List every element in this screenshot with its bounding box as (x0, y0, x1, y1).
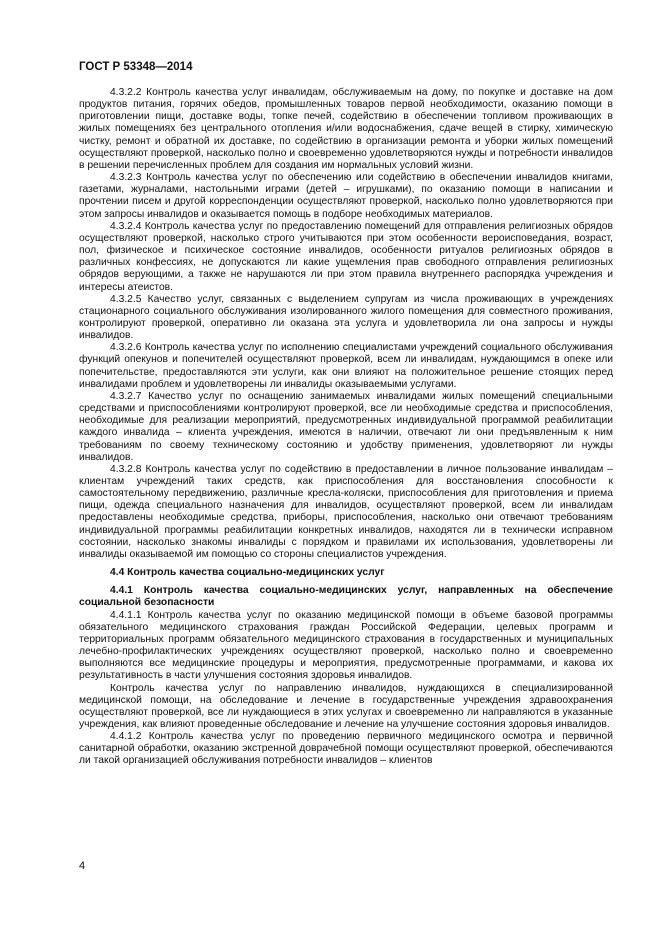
paragraph-4-3-2-2: 4.3.2.2 Контроль качества услуг инвалидам, обслуживаемым на дому, по покупке и доставке на дом продуктов питания, горячих обедов, промышленных товаров первой необходимости, оказанию помощи в приготовлении пищи, доставке воды, топке печей, содействию в обеспечении топливом проживающих в жилых помещениях без центрального отопления и/или водоснабжения, сдаче вещей в стирку, химическую чистку, ремонт и обратной их доставке, по содействию в организации ремонта и уборки жилых помещений осуществляют проверкой, насколько полно и своевременно удовлетворяются нужды и потребности инвалидов в решении перечисленных проблем для создания им нормальных условий жизни. (79, 87, 613, 171)
paragraph-4-3-2-5: 4.3.2.5 Качество услуг, связанных с выделением супругам из числа проживающих в учреждениях стационарного социального обслуживания изолированного жилого помещения для совместного проживания, контролируют проверкой, оперативно ли оказана эта услуга и удовлетворила ли она запросы и нужды инвалидов. (79, 293, 613, 342)
paragraph-4-4-1-2: 4.4.1.2 Контроль качества услуг по проведению первичного медицинского осмотра и первичной санитарной обработки, оказанию экстренной доврачебной помощи осуществляют проверкой, обеспечиваются ли такой организацией обслуживания потребности инвалидов – клиентов (79, 731, 613, 767)
page-number: 4 (79, 860, 86, 872)
subsection-heading-4-4-1: 4.4.1 Контроль качества социально-медицинских услуг, направленных на обеспечение социальной безопасности (79, 585, 613, 609)
document-header: ГОСТ Р 53348—2014 (79, 61, 193, 73)
paragraph-4-3-2-8: 4.3.2.8 Контроль качества услуг по содействию в предоставлении в личное пользование инвалидам – клиентам учреждений таких средств, как приспособления для восстановления способности к самостоятельному передвижению, различные кресла-коляски, приспособления для приготовления и приема пищи, одежда специального назначения для инвалидов, осуществляют проверкой, всем ли инвалидам предоставлены необходимые средства, приборы, приспособления, насколько они отвечают требованиям индивидуальной программы реабилитации конкретных инвалидов, находятся ли в технически исправном состоянии, насколько знакомы инвалиды с порядком и правилами их использования, удовлетворены ли инвалиды оказываемой им помощью со стороны специалистов учреждения. (79, 463, 613, 560)
section-heading-4-4: 4.4 Контроль качества социально-медицинских услуг (110, 567, 385, 579)
paragraph-4-4-1-1: 4.4.1.1 Контроль качества услуг по оказанию медицинской помощи в объеме базовой программы обязательного медицинского страхования граждан Российской Федерации, целевых программ и территориальных программ обязательного медицинского страхования в государственных и муниципальных лечебно-профилактических учреждениях осуществляют проверкой, насколько полно и своевременно выполняются все медицинские процедуры и мероприятия, предусмотренные программами, и какова их результативность в части улучшения состояния здоровья инвалидов. (79, 609, 613, 682)
paragraph-4-3-2-7: 4.3.2.7 Качество услуг по оснащению занимаемых инвалидами жилых помещений специальными средствами и приспособлениями контролируют проверкой, все ли необходимые средства и приспособления, необходимые для реализации мероприятий, предусмотренных индивидуальной программой реабилитации каждого инвалида – клиента учреждения, имеются в наличии, отвечают ли они предъявленным к ним требованиям по своему техническому состоянию и удобству применения, удовлетворяют ли нужды инвалидов. (79, 390, 613, 463)
paragraph-4-3-2-4: 4.3.2.4 Контроль качества услуг по предоставлению помещений для отправления религиозных обрядов осуществляют проверкой, насколько строго учитываются при этом особенности вероисповедания, возраст, пол, физическое и психическое состояние инвалидов, особенности ритуалов религиозных обрядов в различных конфессиях, не допускаются ли какие ущемления прав свободного отправления религиозных обрядов верующими, а также не нарушаются ли при этом правила внутреннего распорядка учреждения и интересы атеистов. (79, 220, 613, 293)
paragraph-referral: Контроль качества услуг по направлению инвалидов, нуждающихся в специализированной медицинской помощи, на обследование и лечение в государственные учреждения здравоохранения осуществляют проверкой, все ли нуждающиеся в этих услугах и своевременно ли направляются в указанные учреждения, как влияют проведенные обследование и лечение на улучшение состояния здоровья инвалидов. (79, 682, 613, 730)
paragraph-4-3-2-3: 4.3.2.3 Контроль качества услуг по обеспечению или содействию в обеспечении инвалидов книгами, газетами, журналами, настольными играми (детей – игрушками), по оказанию помощи в написании и прочтении писем и другой корреспонденции осуществляют проверкой, насколько полно удовлетворяются при этом запросы инвалидов и оказывается помощь в подборе необходимых материалов. (79, 172, 613, 220)
document-body (79, 87, 613, 768)
paragraph-4-3-2-6: 4.3.2.6 Контроль качества услуг по исполнению специалистами учреждений социального обслуживания функций опекунов и попечителей осуществляют проверкой, всем ли инвалидам, нуждающимся в опеке или попечительстве, предоставляются эти услуги, как они влияют на положительное решение стоящих перед инвалидами проблем и удовлетворены ли инвалиды оказываемыми услугами. (79, 342, 613, 390)
